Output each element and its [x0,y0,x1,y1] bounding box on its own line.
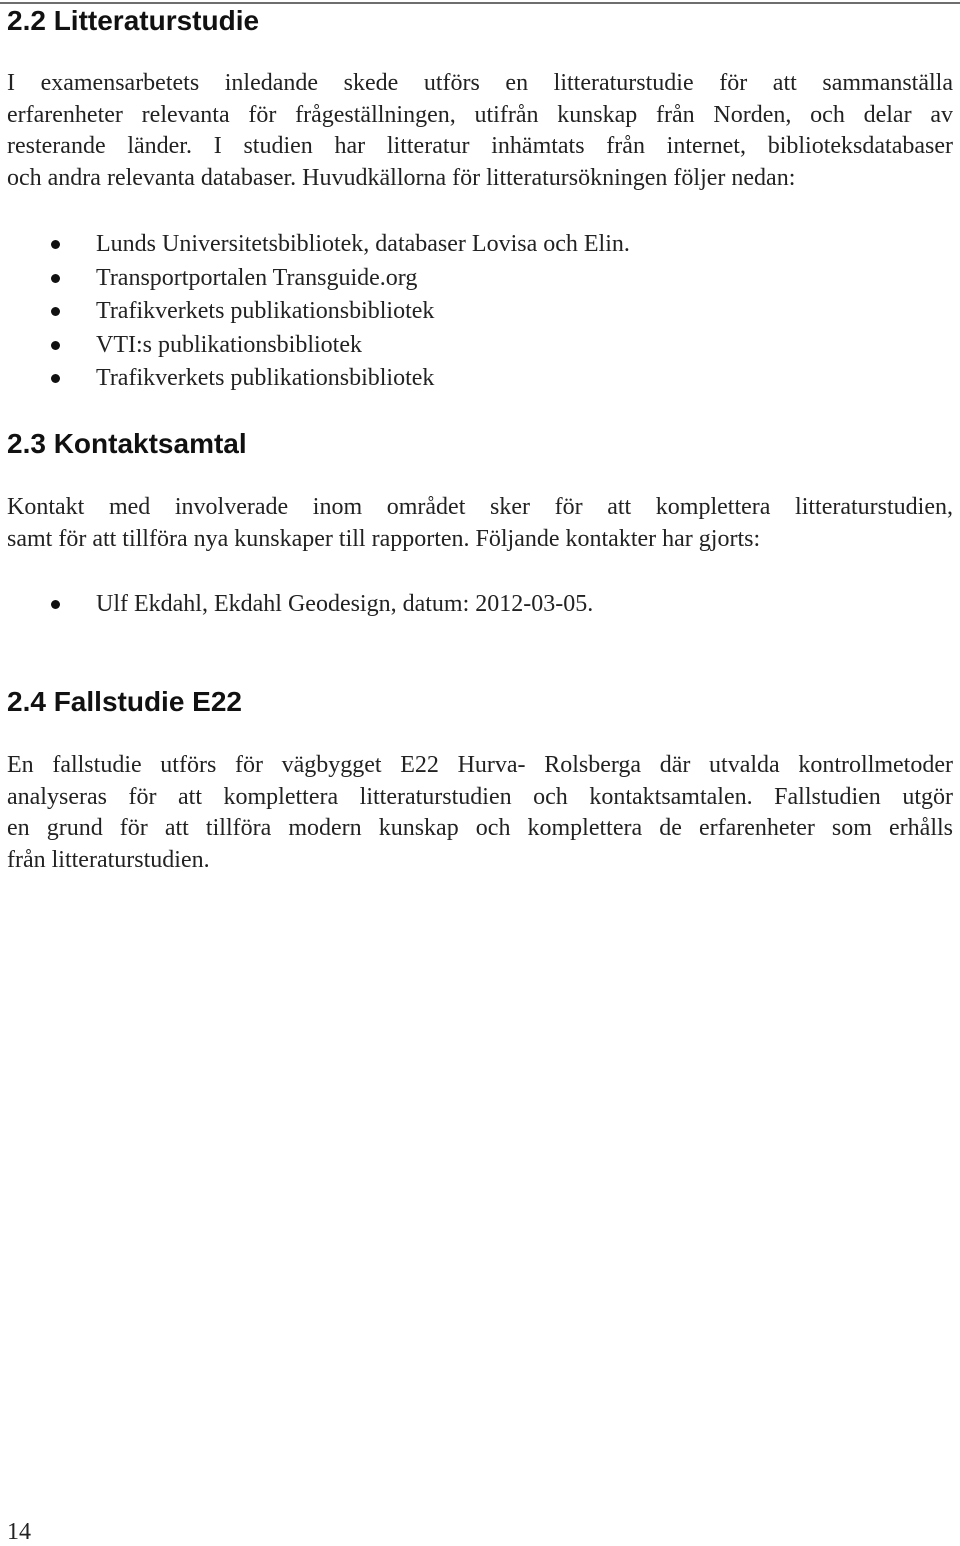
paragraph-line: En fallstudie utförs för vägbygget E22 Hurva- Rolsberga där utvalda kontrollmetoder [7,752,953,778]
list-item [0,262,960,296]
section-heading-2-2: 2.2 Litteraturstudie [7,5,260,36]
paragraph-line: från litteraturstudien. [7,846,210,873]
paragraph-line: Kontakt med involverade inom området sker för att komplettera litteraturstudien, [7,494,953,520]
bullet-icon [51,374,60,383]
paragraph-line: analyseras för att komplettera litteraturstudien och kontaktsamtalen. Fallstudien utgör [7,783,953,810]
paragraph-line: samt för att tillföra nya kunskaper till rapporten. Följande kontakter har gjorts: [7,525,761,552]
paragraph-line: en grund för att tillföra modern kunskap och komplettera de erfarenheter som erhålls [7,815,953,842]
paragraph-line: och andra relevanta databaser. Huvudkällorna för litteratursökningen följer nedan: [7,164,796,191]
bullet-icon [51,307,60,316]
list-item [0,295,960,329]
list-item-text: Trafikverkets publikationsbibliotek [96,365,435,392]
bullet-icon [51,240,60,249]
bullet-icon [51,274,60,283]
bullet-icon [51,600,60,609]
list-item-text: Lunds Universitetsbibliotek, databaser Lovisa och Elin. [96,231,630,257]
section-2-2-source-list [0,228,960,396]
list-item [0,228,960,262]
list-item-text: Transportportalen Transguide.org [96,264,418,291]
section-heading-2-4: 2.4 Fallstudie E22 [7,686,242,717]
section-2-4-paragraph [7,750,953,876]
list-item [0,588,960,622]
paragraph-line: I examensarbetets inledande skede utförs en litteraturstudie för att sammanställa [7,70,953,96]
section-2-2-paragraph [7,68,953,194]
list-item-text: Ulf Ekdahl, Ekdahl Geodesign, datum: 2012-03-05. [96,591,594,617]
page-number: 14 [7,1519,31,1545]
section-2-3-contact-list [0,588,960,622]
list-item [0,362,960,396]
section-heading-2-3: 2.3 Kontaktsamtal [7,428,247,459]
list-item-text: VTI:s publikationsbibliotek [96,331,362,358]
section-2-3-paragraph [7,492,953,555]
paragraph-line: resterande länder. I studien har litteratur inhämtats från internet, biblioteksdatabaser [7,133,953,160]
list-item-text: Trafikverkets publikationsbibliotek [96,298,435,325]
paragraph-line: erfarenheter relevanta för frågeställningen, utifrån kunskap från Norden, och delar av [7,101,953,128]
bullet-icon [51,341,60,350]
list-item [0,329,960,363]
